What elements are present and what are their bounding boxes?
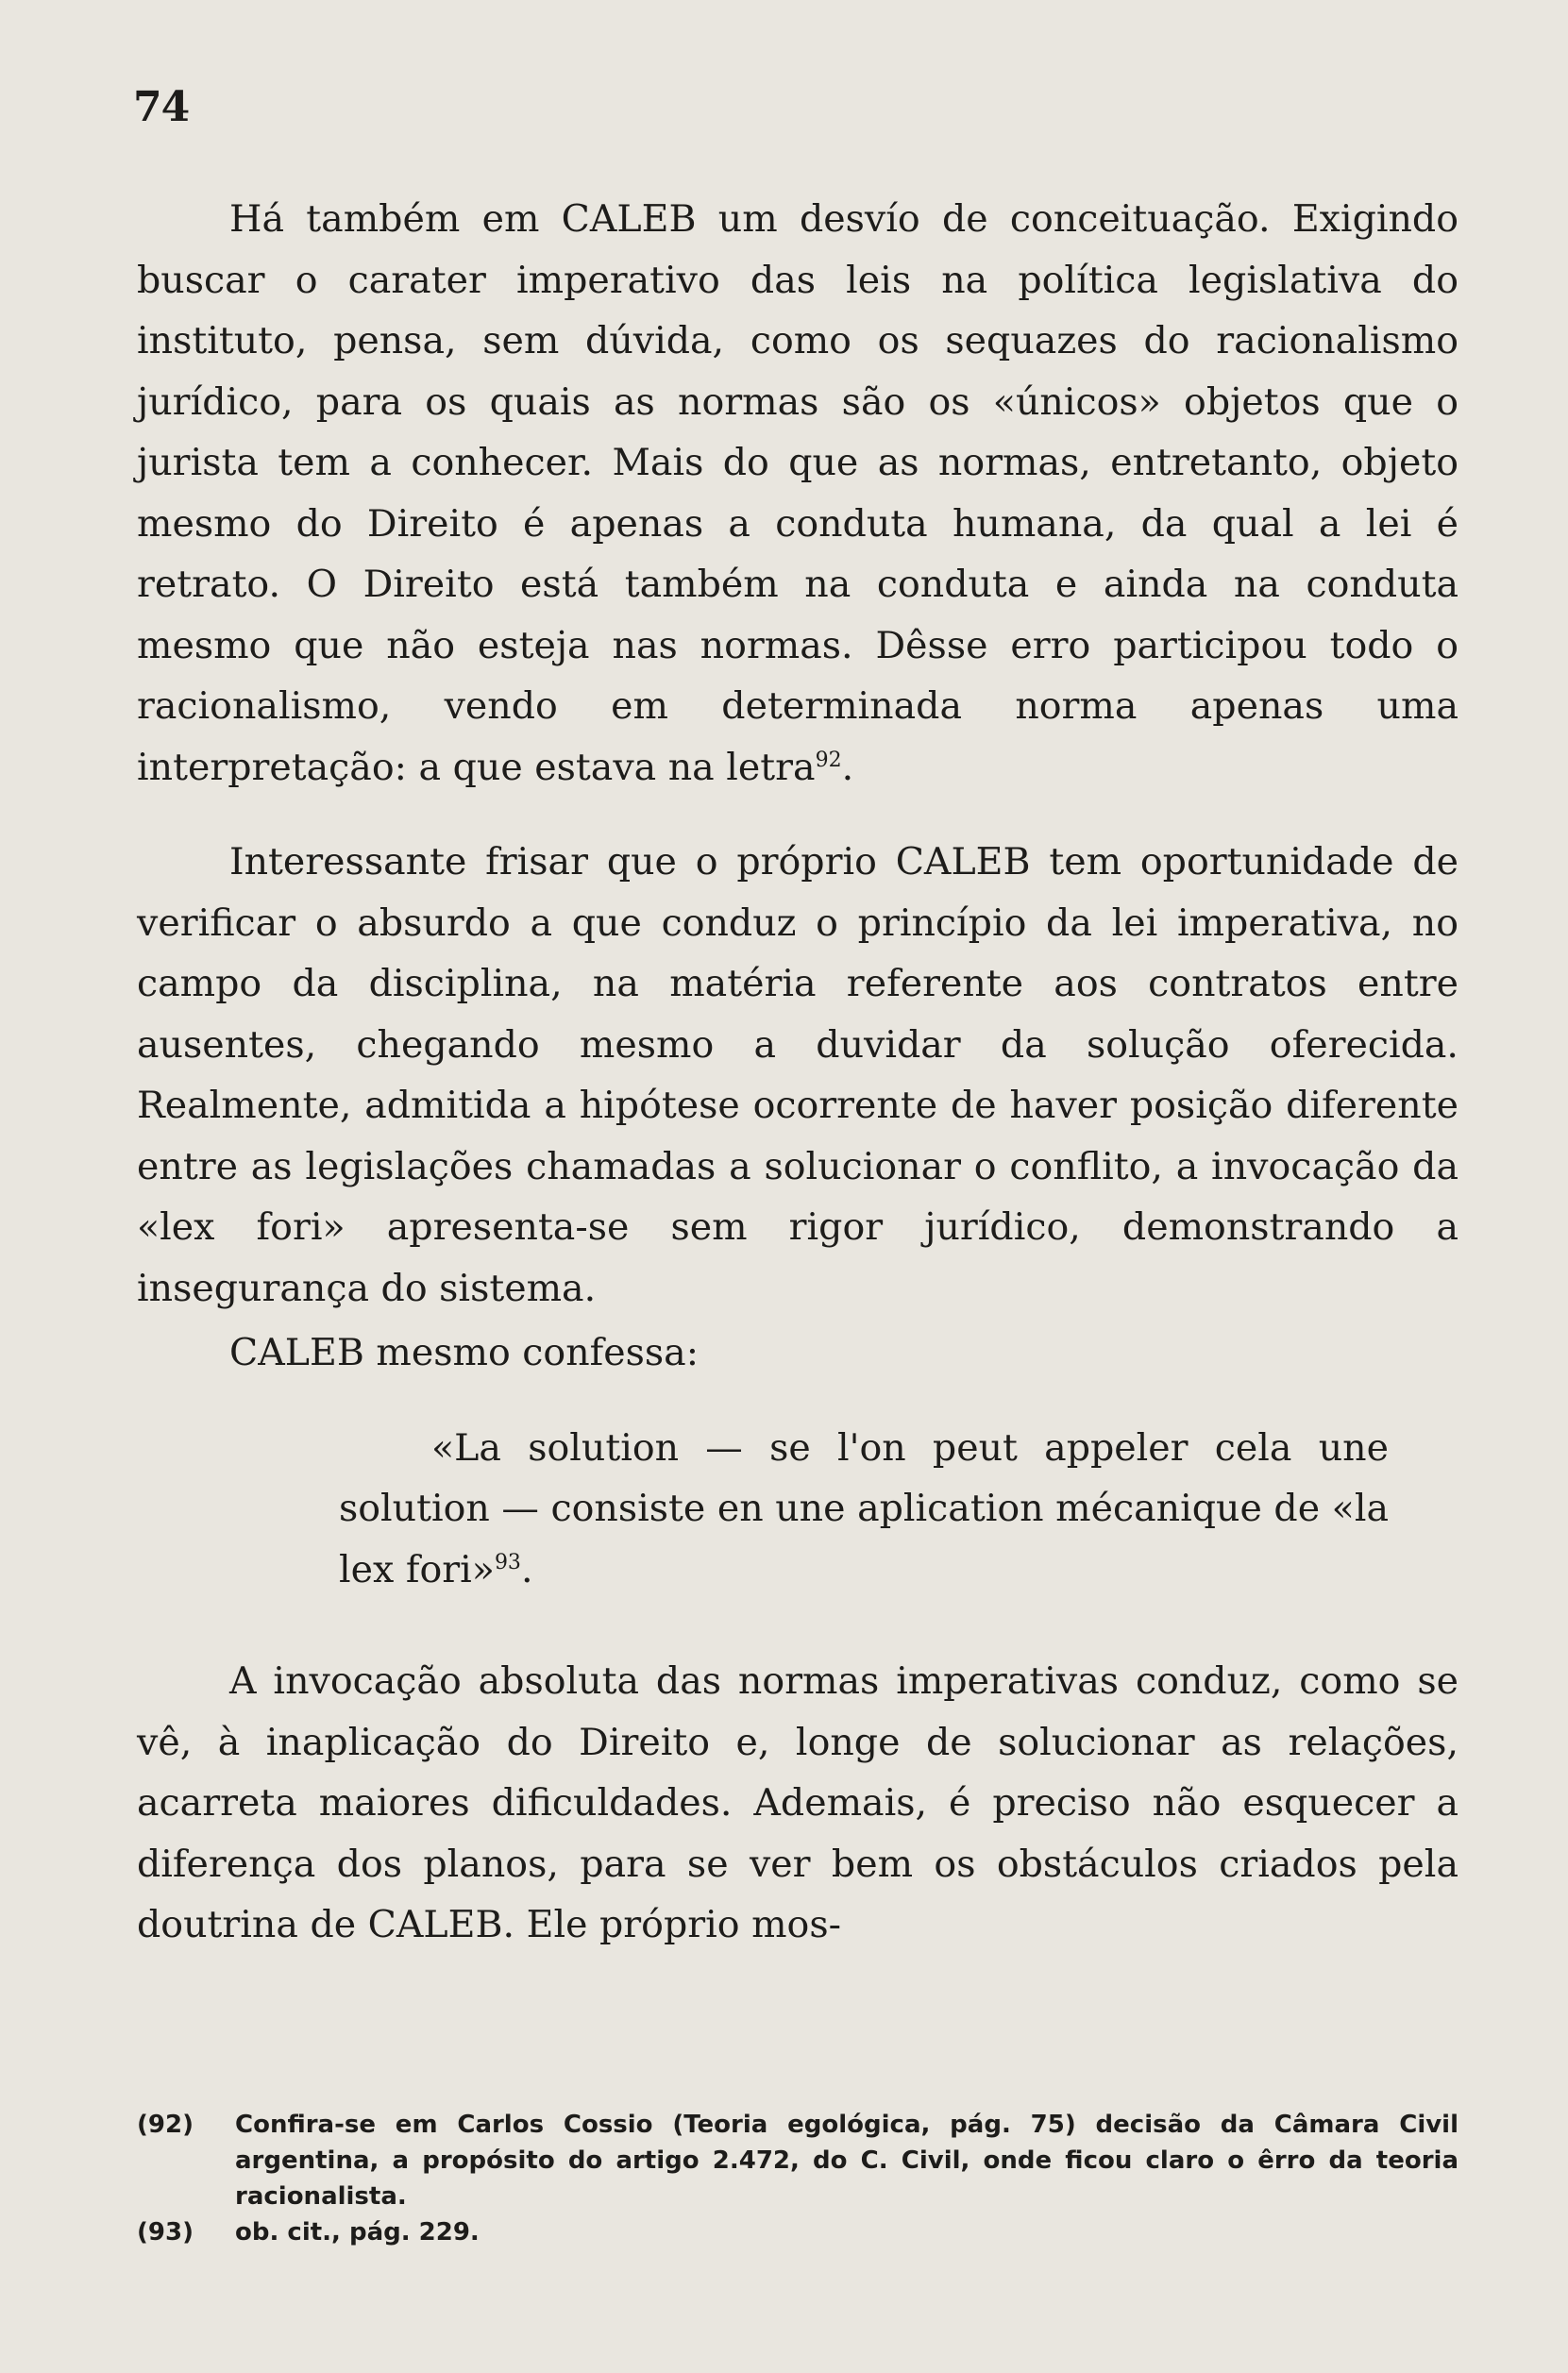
- block-quote: [339, 1418, 1389, 1601]
- block-quote-end: .: [520, 1547, 533, 1591]
- paragraph-4-text: A invocação absoluta das normas imperativas conduz, como se vê, à inaplicação do Direito e, longe de solucionar as relações, acarreta maiores dificuldades. Ademais, é preciso não esquecer a diferença dos planos, para se ver bem os obstáculos criados pela doutrina de CALEB. Ele próprio mos-: [137, 1659, 1458, 1946]
- footnote-number: (92): [137, 2111, 194, 2139]
- paragraph-1-text: Há também em CALEB um desvío de conceituação. Exigindo buscar o carater imperativo das leis na política legislativa do instituto, pensa, sem dúvida, como os sequazes do racionalismo jurídico, para os quais as normas são os «únicos» objetos que o jurista tem a conhecer. Mais do que as normas, entretanto, objeto mesmo do Direito é apenas a conduta humana, da qual a lei é retrato. O Direito está também na conduta e ainda na conduta mesmo que não esteja nas normas. Dêsse erro participou todo o racionalismo, vendo em determinada norma apenas uma interpretação: a que estava na letra: [137, 197, 1458, 789]
- page-number: 74: [133, 83, 190, 131]
- block-quote-text: «La solution — se l'on peut appeler cela une solution — consiste en une aplication mécanique de «la lex fori»: [339, 1425, 1389, 1591]
- paragraph-4: [137, 1651, 1458, 1956]
- paragraph-1-end: .: [841, 745, 854, 789]
- body-text: [137, 189, 1458, 1956]
- footnote-93: [137, 2214, 1458, 2250]
- footnotes: [137, 2107, 1458, 2250]
- footnote-text: ob. cit., pág. 229.: [235, 2218, 480, 2247]
- footnote-ref-93[interactable]: 93: [494, 1550, 521, 1574]
- footnote-92: [137, 2107, 1458, 2214]
- footnote-number: (93): [137, 2218, 194, 2247]
- footnote-ref-92[interactable]: 92: [815, 748, 842, 772]
- paragraph-1: [137, 189, 1458, 798]
- paragraph-3-text: CALEB mesmo confessa:: [229, 1331, 700, 1374]
- paragraph-2: [137, 832, 1458, 1319]
- footnote-text: Confira-se em Carlos Cossio (Teoria egológica, pág. 75) decisão da Câmara Civil argentina, a propósito do artigo 2.472, do C. Civil, onde ficou claro o êrro da teoria racionalista.: [235, 2111, 1458, 2211]
- paragraph-3: [137, 1322, 1458, 1384]
- paragraph-2-text: Interessante frisar que o próprio CALEB tem oportunidade de verificar o absurdo a que conduz o princípio da lei imperativa, no campo da disciplina, na matéria referente aos contratos entre ausentes, chegando mesmo a duvidar da solução oferecida. Realmente, admitida a hipótese ocorrente de haver posição diferente entre as legislações chamadas a solucionar o conflito, a invocação da «lex fori» apresenta-se sem rigor jurídico, demonstrando a insegurança do sistema.: [137, 840, 1458, 1310]
